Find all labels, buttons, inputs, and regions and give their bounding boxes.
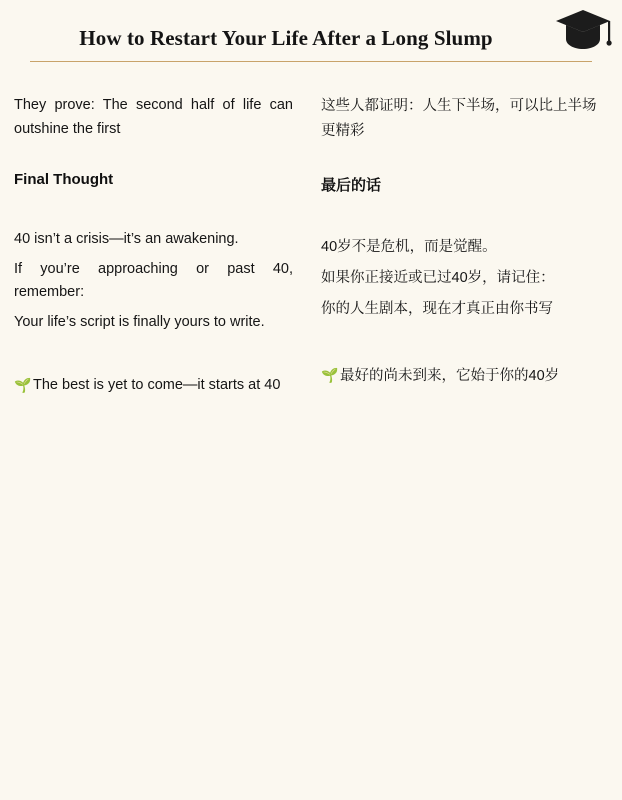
left-bullet-text: The best is yet to come—it starts at 40: [33, 377, 281, 394]
left-bullet-item: [14, 374, 293, 397]
right-bullet-item: [321, 364, 608, 389]
left-intro-paragraph: They prove: The second half of life can outshine the first: [14, 97, 293, 137]
graduation-cap-icon: [552, 4, 614, 58]
left-column: [14, 94, 311, 397]
right-intro-paragraph: 这些人都证明：人生下半场，可以比上半场更精彩: [321, 98, 597, 140]
two-column-body: [0, 76, 622, 397]
left-section-heading: Final Thought: [14, 171, 114, 189]
document-header: [0, 0, 622, 76]
right-body-line-3: 你的人生剧本，现在才真正由你书写: [321, 300, 553, 317]
page-title: How to Restart Your Life After a Long Slump: [79, 26, 493, 50]
left-body-line-3: Your life’s script is finally yours to write.: [14, 313, 265, 330]
sprout-icon: 🌱: [321, 366, 339, 383]
sprout-icon: 🌱: [14, 377, 32, 394]
right-column: [311, 94, 608, 397]
right-body-line-2: 如果你正接近或已过40岁，请记住：: [321, 270, 555, 286]
header-divider: [30, 61, 592, 62]
left-body-line-2: If you’re approaching or past 40, remember:: [14, 260, 293, 301]
right-body-line-1: 40岁不是危机，而是觉醒。: [321, 239, 497, 256]
right-section-heading: 最后的话: [321, 177, 382, 195]
right-bullet-text: 最好的尚未到来，它始于你的40岁: [340, 367, 560, 384]
left-body-line-1: 40 isn’t a crisis—it’s an awakening.: [14, 231, 239, 248]
